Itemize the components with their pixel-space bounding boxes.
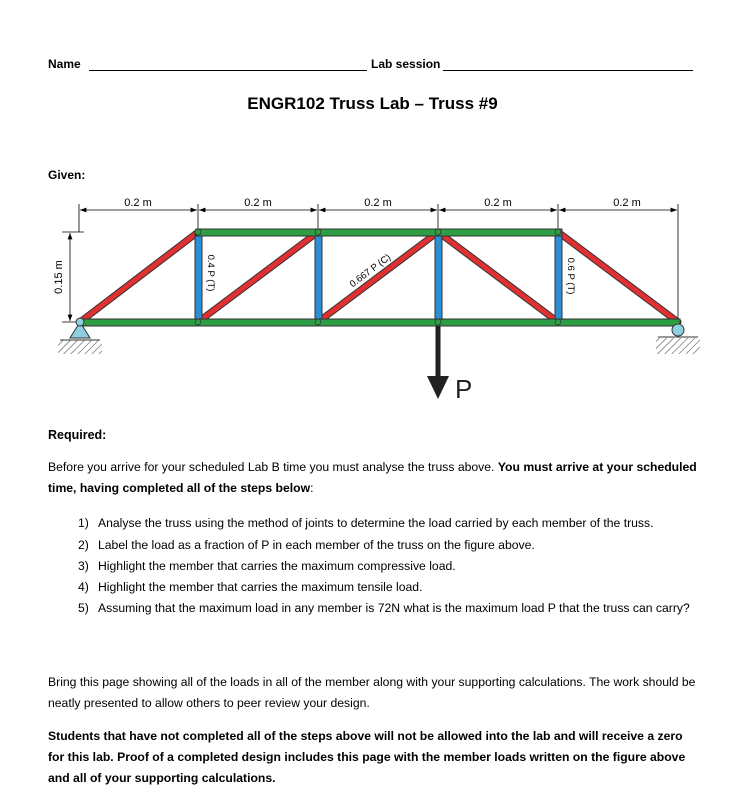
required-intro [48,457,698,499]
top-chord [196,229,562,236]
joint [195,319,201,325]
required-heading: Required: [48,428,107,442]
member-label-diagonal-2: 0.667 P (C) [347,252,394,290]
step-item [78,598,698,618]
vertical-member-1 [195,232,202,322]
span-label-5: 0.2 m [613,197,641,209]
step-item [78,556,698,576]
load-arrow [427,326,449,399]
lab-session-label: Lab session [371,57,441,71]
diagonal-member-3 [318,232,438,322]
bring-paragraph: Bring this page showing all of the loads in all of the member along with your supporting calculations. The work should be neatly presented to allow others to peer review your design. [48,675,696,710]
step-text: Analyse the truss using the method of joints to determine the load carried by each member of the truss. [98,516,654,530]
steps-list [78,513,698,618]
joint [555,229,561,235]
joint [435,229,441,235]
joint [555,319,561,325]
span-label-2: 0.2 m [244,197,272,209]
step-item [78,577,698,597]
step-item [78,513,698,533]
step-item [78,535,698,555]
vertical-member-3 [435,232,442,322]
intro-emphasis: You must arrive at your scheduled time, having completed all of the steps below [48,460,697,495]
step-number: 3) [78,559,89,573]
joint [315,229,321,235]
span-label-4: 0.2 m [484,197,512,209]
height-label: 0.15 m [53,260,65,294]
roller-support [656,324,700,354]
lab-session-field[interactable] [443,70,693,71]
span-label-3: 0.2 m [364,197,392,209]
vertical-member-4 [555,232,562,322]
diagonal-member-4 [438,232,558,322]
step-text: Highlight the member that carries the maximum compressive load. [98,559,456,573]
warning-paragraph: Students that have not completed all of the steps above will not be allowed into the lab and will receive a zero for this lab. Proof of a completed design includes this page with the member loads written on the figure above and all of your supporting calculations. [48,729,686,785]
joint [315,319,321,325]
name-field[interactable] [89,70,367,71]
member-label-vertical-4: 0.6 P (T) [565,257,576,295]
step-number: 5) [78,601,89,615]
step-text: Label the load as a fraction of P in each member of the truss on the figure above. [98,538,535,552]
truss-figure [0,190,745,420]
bottom-chord [78,319,680,326]
joint [435,319,441,325]
step-text: Assuming that the maximum load in any member is 72N what is the maximum load P that the truss can carry? [98,601,690,615]
step-text: Highlight the member that carries the maximum tensile load. [98,580,423,594]
joint [195,229,201,235]
name-label: Name [48,57,81,71]
step-number: 4) [78,580,89,594]
step-number: 2) [78,538,89,552]
step-number: 1) [78,516,89,530]
intro-text: Before you arrive for your scheduled Lab B time you must analyse the truss above. [48,460,498,474]
vertical-member-2 [315,232,322,322]
member-label-vertical-1: 0.4 P (T) [205,254,216,292]
span-label-1: 0.2 m [124,197,152,209]
intro-end: : [310,481,314,495]
load-label: P [455,374,473,404]
given-heading: Given: [48,168,86,182]
page-title: ENGR102 Truss Lab – Truss #9 [247,94,498,113]
diagonal-member-1 [80,232,198,322]
